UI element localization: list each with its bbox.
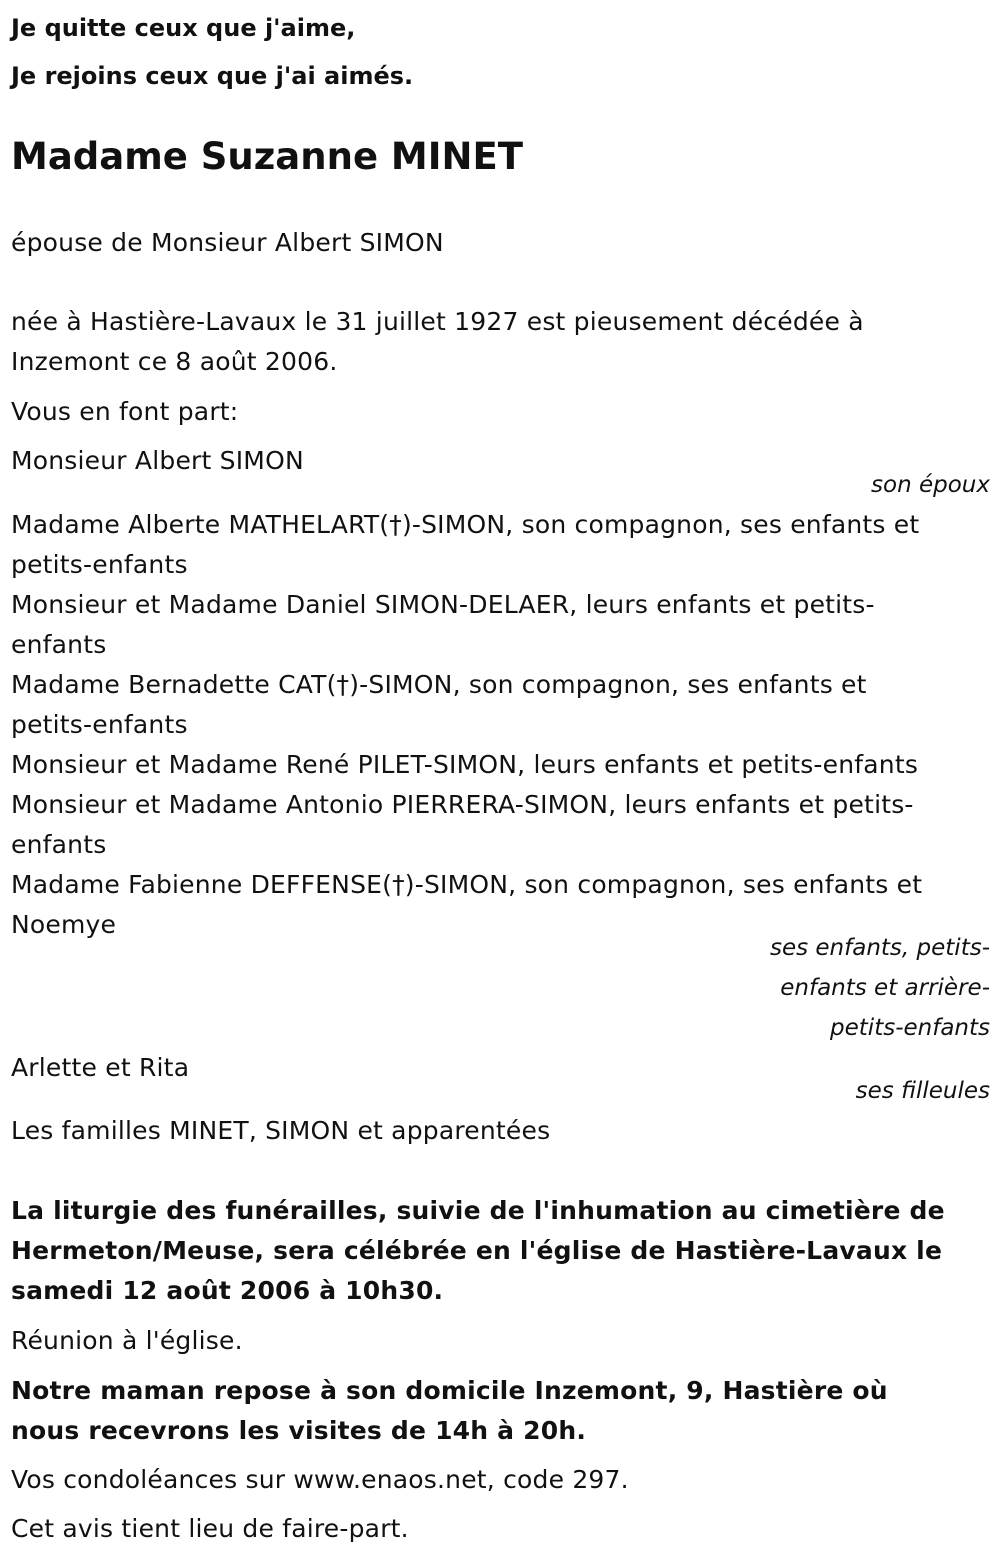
announcer-child-1: Madame Alberte MATHELART(†)-SIMON, son compagnon, ses enfants et petits-enfants bbox=[11, 510, 920, 579]
announcer-spouse-role: son époux bbox=[871, 472, 990, 498]
announcers-intro: Vous en font part: bbox=[11, 397, 239, 426]
spouse-line: épouse de Monsieur Albert SIMON bbox=[11, 228, 444, 257]
deceased-name: Madame Suzanne MINET bbox=[11, 135, 523, 178]
announcer-child-2: Monsieur et Madame Daniel SIMON-DELAER, leurs enfants et petits-enfants bbox=[11, 590, 875, 659]
announcer-goddaughters: Arlette et Rita bbox=[11, 1053, 190, 1082]
notice-line: Cet avis tient lieu de faire-part. bbox=[11, 1514, 409, 1543]
announcer-spouse: Monsieur Albert SIMON bbox=[11, 446, 304, 475]
visits-info: Notre maman repose à son domicile Inzemont, 9, Hastière où nous recevrons les visites de 14h à 20h. bbox=[11, 1376, 888, 1445]
goddaughters-role: ses filleules bbox=[855, 1078, 990, 1104]
birth-death-details: née à Hastière-Lavaux le 31 juillet 1927 est pieusement décédée à Inzemont ce 8 août 2006. bbox=[11, 307, 864, 376]
quote-line-1: Je quitte ceux que j'aime, bbox=[11, 14, 356, 42]
announcer-child-3: Madame Bernadette CAT(†)-SIMON, son compagnon, ses enfants et petits-enfants bbox=[11, 670, 867, 739]
announcer-child-5: Monsieur et Madame Antonio PIERRERA-SIMON, leurs enfants et petits-enfants bbox=[11, 790, 914, 859]
quote-line-2: Je rejoins ceux que j'ai aimés. bbox=[11, 62, 414, 90]
meeting-info: Réunion à l'église. bbox=[11, 1326, 243, 1355]
condolences-info: Vos condoléances sur www.enaos.net, code 297. bbox=[11, 1465, 629, 1494]
children-role: ses enfants, petits-enfants et arrière-petits-enfants bbox=[769, 935, 990, 1041]
announcer-child-4: Monsieur et Madame René PILET-SIMON, leurs enfants et petits-enfants bbox=[11, 750, 919, 779]
families-line: Les familles MINET, SIMON et apparentées bbox=[11, 1116, 551, 1145]
liturgy-info: La liturgie des funérailles, suivie de l'inhumation au cimetière de Hermeton/Meuse, sera célébrée en l'église de Hastière-Lavaux le samedi 12 août 2006 à 10h30. bbox=[11, 1196, 945, 1305]
announcer-child-6: Madame Fabienne DEFFENSE(†)-SIMON, son compagnon, ses enfants et Noemye bbox=[11, 870, 923, 939]
